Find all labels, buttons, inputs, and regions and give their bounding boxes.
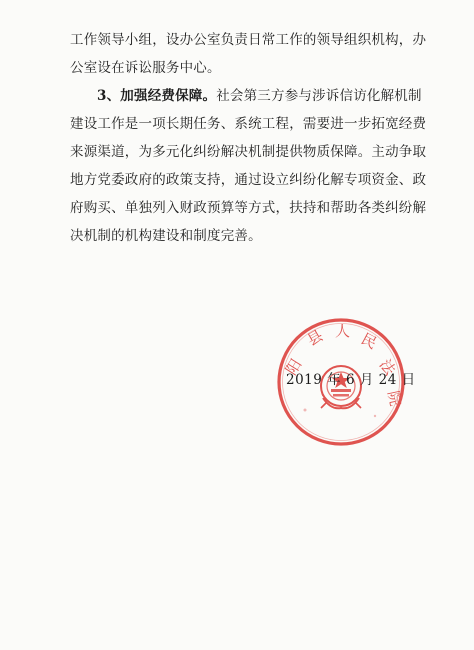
paragraph-heading: 3、加强经费保障。	[97, 88, 217, 104]
paragraph-line: 决机制的机构建设和制度完善。	[70, 228, 262, 244]
paragraph-line: 来源渠道，为多元化纠纷解决机制提供物质保障。主动争取	[70, 144, 427, 160]
document-date: 2019 年 6 月 24 日	[286, 372, 416, 388]
paragraph-line: 社会第三方参与涉诉信访化解机制	[216, 88, 422, 104]
svg-text:法: 法	[375, 355, 400, 379]
paragraph-leadership-group	[70, 26, 427, 82]
svg-text:民: 民	[358, 329, 380, 353]
paragraph-line: 府购买、单独列入财政预算等方式，扶持和帮助各类纠纷解	[70, 200, 427, 216]
paragraph-line: 公室设在诉讼服务中心。	[70, 60, 221, 76]
svg-text:县: 县	[304, 326, 327, 350]
svg-text:人: 人	[335, 322, 351, 340]
paragraph-line: 工作领导小组，设办公室负责日常工作的领导组织机构，办	[70, 32, 427, 48]
paragraph-line: 地方党委政府的政策支持，通过设立纠纷化解专项资金、政	[70, 172, 427, 188]
paragraph-line: 建设工作是一项长期任务、系统工程，需要进一步拓宽经费	[70, 116, 427, 132]
paragraph-funding-guarantee	[70, 82, 427, 250]
svg-text:阳: 阳	[282, 355, 306, 379]
paragraph-first-line	[70, 82, 420, 110]
svg-text:院: 院	[384, 389, 405, 408]
